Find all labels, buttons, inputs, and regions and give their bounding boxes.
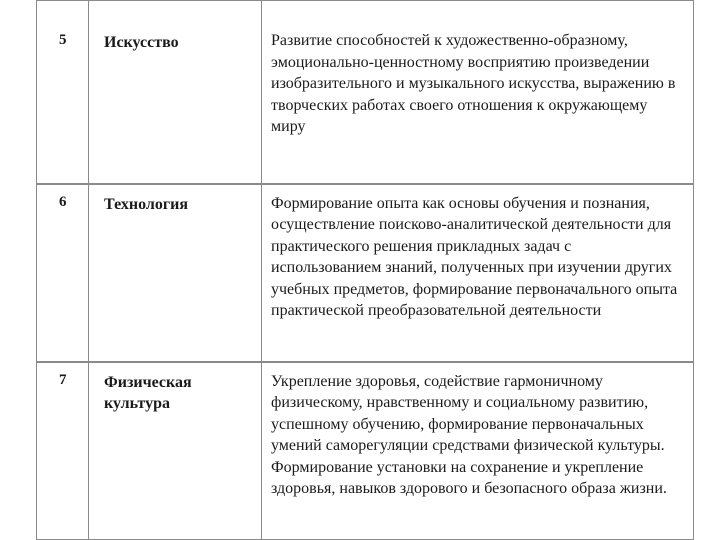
subjects-table bbox=[36, 0, 694, 540]
subject-name: Искусство bbox=[89, 1, 262, 184]
subject-name: Технология bbox=[89, 184, 262, 362]
row-number: 6 bbox=[37, 184, 89, 362]
subject-name: Физическая культура bbox=[89, 362, 262, 540]
subject-description: Развитие способностей к художественно-образному, эмоционально-ценностному восприятию произведении изобразительного и музыкального искусства, выражению в творческих работах своего отношения к окружающему миру bbox=[262, 1, 694, 184]
table-row bbox=[37, 1, 694, 184]
table-row bbox=[37, 362, 694, 540]
subject-description: Укрепление здоровья, содействие гармоничному физическому, нравственному и социальному развитию, успешному обучению, формирование первоначальных умений саморегуляции средствами физической культуры. Формирование установки на сохранение и укрепление здоровья, навыков здорового и безопасного образа жизни. bbox=[262, 362, 694, 540]
row-number: 5 bbox=[37, 1, 89, 184]
table-row bbox=[37, 184, 694, 362]
row-number: 7 bbox=[37, 362, 89, 540]
subject-description: Формирование опыта как основы обучения и познания, осуществление поисково-аналитической деятельности для практического решения прикладных задач с использованием знаний, полученных при изучении других учебных предметов, формирование первоначального опыта практической преобразовательной деятельности bbox=[262, 184, 694, 362]
